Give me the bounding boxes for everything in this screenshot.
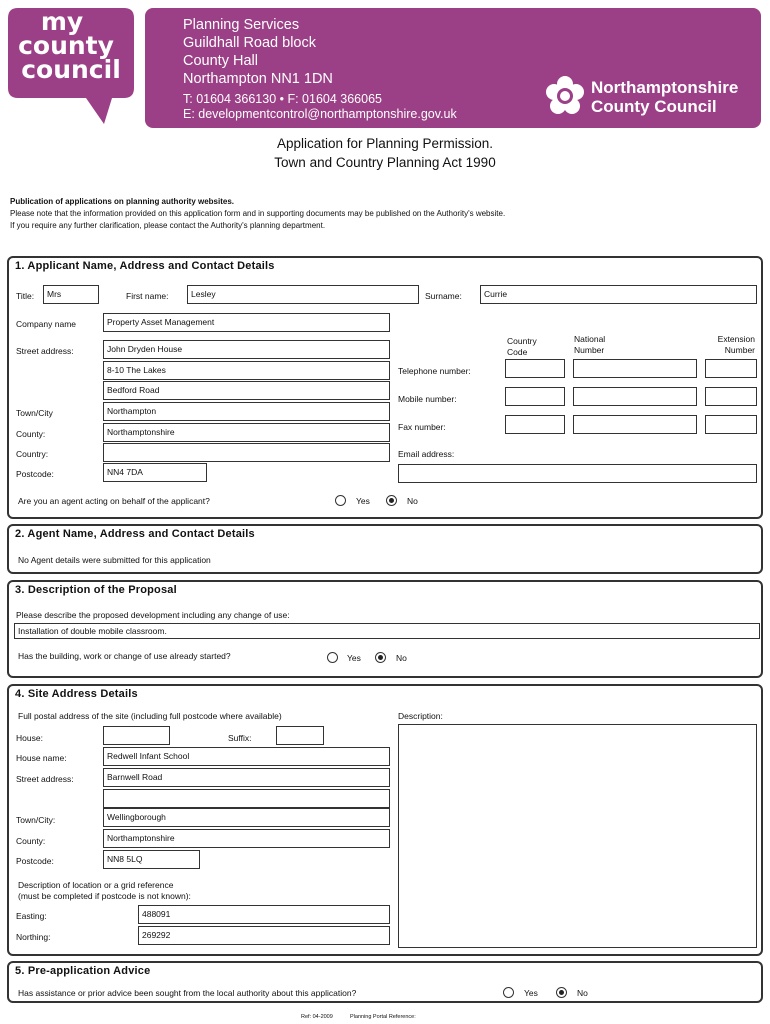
header-phone: T: 01604 366130 • F: 01604 366065 <box>183 92 382 106</box>
street-address-line-2[interactable]: 8-10 The Lakes <box>103 361 390 380</box>
site-description-label: Description: <box>398 711 443 721</box>
surname-field[interactable]: Currie <box>480 285 757 304</box>
pre-application-question: Has assistance or prior advice been sought from the local authority about this application? <box>18 988 357 998</box>
county-field[interactable]: Northamptonshire <box>103 423 390 442</box>
company-field[interactable]: Property Asset Management <box>103 313 390 332</box>
title-field[interactable]: Mrs <box>43 285 99 304</box>
header-line-1: Planning Services <box>183 17 300 33</box>
email-label: Email address: <box>398 449 455 459</box>
logo-line-county: county <box>18 31 114 60</box>
org-name-line-2: County Council <box>591 97 717 116</box>
email-field[interactable] <box>398 464 757 483</box>
house-name-field[interactable]: Redwell Infant School <box>103 747 390 766</box>
company-label: Company name <box>16 319 77 329</box>
header-banner <box>145 8 761 128</box>
header-line-4: Northampton NN1 1DN <box>183 71 333 87</box>
site-street-line-2[interactable] <box>103 789 390 808</box>
logo-line-council: council <box>21 55 121 84</box>
fax-extension[interactable] <box>705 415 757 434</box>
agent-no-radio[interactable] <box>386 495 397 506</box>
grid-reference-note-2: (must be completed if postcode is not known): <box>18 891 191 901</box>
site-town-field[interactable]: Wellingborough <box>103 808 390 827</box>
street-address-line-1[interactable]: John Dryden House <box>103 340 390 359</box>
site-county-label: County: <box>16 836 46 846</box>
site-street-label: Street address: <box>16 774 74 784</box>
easting-label: Easting: <box>16 911 47 921</box>
title-label: Title: <box>16 291 35 301</box>
country-field[interactable] <box>103 443 390 462</box>
section-agent <box>7 524 763 574</box>
extension-number-header: Extension Number <box>717 334 755 355</box>
first-name-field[interactable]: Lesley <box>187 285 419 304</box>
work-started-yes-label: Yes <box>347 653 361 663</box>
proposal-description-field[interactable]: Installation of double mobile classroom. <box>14 623 760 639</box>
pre-app-no-label: No <box>577 988 588 998</box>
street-address-line-3[interactable]: Bedford Road <box>103 381 390 400</box>
form-subtitle: Town and Country Planning Act 1990 <box>274 155 496 170</box>
suffix-field[interactable] <box>276 726 324 745</box>
fax-national-number[interactable] <box>573 415 697 434</box>
footer-portal-ref: Planning Portal Reference: <box>350 1014 416 1020</box>
house-name-label: House name: <box>16 753 67 763</box>
street-address-label: Street address: <box>16 346 74 356</box>
suffix-label: Suffix: <box>228 733 252 743</box>
grid-reference-note: Description of location or a grid reference <box>18 880 174 890</box>
org-name-line-1: Northamptonshire <box>591 78 739 97</box>
section-applicant <box>7 256 763 519</box>
northing-label: Northing: <box>16 932 51 942</box>
mobile-national-number[interactable] <box>573 387 697 406</box>
site-county-field[interactable]: Northamptonshire <box>103 829 390 848</box>
house-field[interactable] <box>103 726 170 745</box>
publication-note: Please note that the information provided on this application form and in supporting documents may be published on the Authority's website. <box>10 209 506 218</box>
pre-app-yes-radio[interactable] <box>503 987 514 998</box>
postcode-label: Postcode: <box>16 469 54 479</box>
site-postcode-label: Postcode: <box>16 856 54 866</box>
section-5-title: 5. Pre-application Advice <box>15 965 151 977</box>
national-number-header: National Number <box>574 334 606 355</box>
section-4-title: 4. Site Address Details <box>15 688 138 700</box>
agent-question: Are you an agent acting on behalf of the applicant? <box>18 496 210 506</box>
work-started-yes-radio[interactable] <box>327 652 338 663</box>
country-label: Country: <box>16 449 49 459</box>
postcode-field[interactable]: NN4 7DA <box>103 463 207 482</box>
site-address-intro: Full postal address of the site (including full postcode where available) <box>18 711 282 721</box>
footer-ref: Ref: 04-2009 <box>301 1014 333 1020</box>
mobile-extension[interactable] <box>705 387 757 406</box>
section-2-title: 2. Agent Name, Address and Contact Details <box>15 528 255 540</box>
site-postcode-field[interactable]: NN8 5LQ <box>103 850 200 869</box>
telephone-extension[interactable] <box>705 359 757 378</box>
agent-no-label: No <box>407 496 418 506</box>
telephone-label: Telephone number: <box>398 366 471 376</box>
header-line-2: Guildhall Road block <box>183 35 316 51</box>
section-pre-application <box>7 961 763 1003</box>
northing-field[interactable]: 269292 <box>138 926 390 945</box>
header-email: E: developmentcontrol@northamptonshire.gov.uk <box>183 107 457 121</box>
fax-country-code[interactable] <box>505 415 565 434</box>
work-started-no-label: No <box>396 653 407 663</box>
surname-label: Surname: <box>425 291 462 301</box>
rose-emblem-icon <box>543 74 587 118</box>
section-3-title: 3. Description of the Proposal <box>15 584 177 596</box>
country-code-header: Country Code <box>507 336 537 357</box>
pre-app-no-radio[interactable] <box>556 987 567 998</box>
my-county-council-logo <box>8 8 134 126</box>
agent-note: No Agent details were submitted for this application <box>18 555 211 565</box>
publication-contact-note: If you require any further clarification, please contact the Authority's planning department. <box>10 221 326 230</box>
work-started-question: Has the building, work or change of use already started? <box>18 651 231 661</box>
header-line-3: County Hall <box>183 53 258 69</box>
fax-label: Fax number: <box>398 422 446 432</box>
logo-line-my: my <box>40 7 84 36</box>
telephone-country-code[interactable] <box>505 359 565 378</box>
mobile-label: Mobile number: <box>398 394 457 404</box>
mobile-country-code[interactable] <box>505 387 565 406</box>
site-description-field[interactable] <box>398 724 757 948</box>
house-label: House: <box>16 733 43 743</box>
publication-heading: Publication of applications on planning authority websites. <box>10 197 235 206</box>
section-site-address <box>7 684 763 956</box>
town-label: Town/City <box>16 408 53 418</box>
work-started-no-radio[interactable] <box>375 652 386 663</box>
easting-field[interactable]: 488091 <box>138 905 390 924</box>
form-title: Application for Planning Permission. <box>276 136 494 151</box>
town-field[interactable]: Northampton <box>103 402 390 421</box>
section-proposal <box>7 580 763 678</box>
site-street-line-1[interactable]: Barnwell Road <box>103 768 390 787</box>
site-town-label: Town/City: <box>16 815 56 825</box>
proposal-prompt: Please describe the proposed development including any change of use: <box>16 610 290 620</box>
agent-yes-label: Yes <box>356 496 370 506</box>
agent-yes-radio[interactable] <box>335 495 346 506</box>
first-name-label: First name: <box>126 291 169 301</box>
telephone-national-number[interactable] <box>573 359 697 378</box>
section-1-title: 1. Applicant Name, Address and Contact Details <box>15 260 275 272</box>
county-label: County: <box>16 429 46 439</box>
pre-app-yes-label: Yes <box>524 988 538 998</box>
